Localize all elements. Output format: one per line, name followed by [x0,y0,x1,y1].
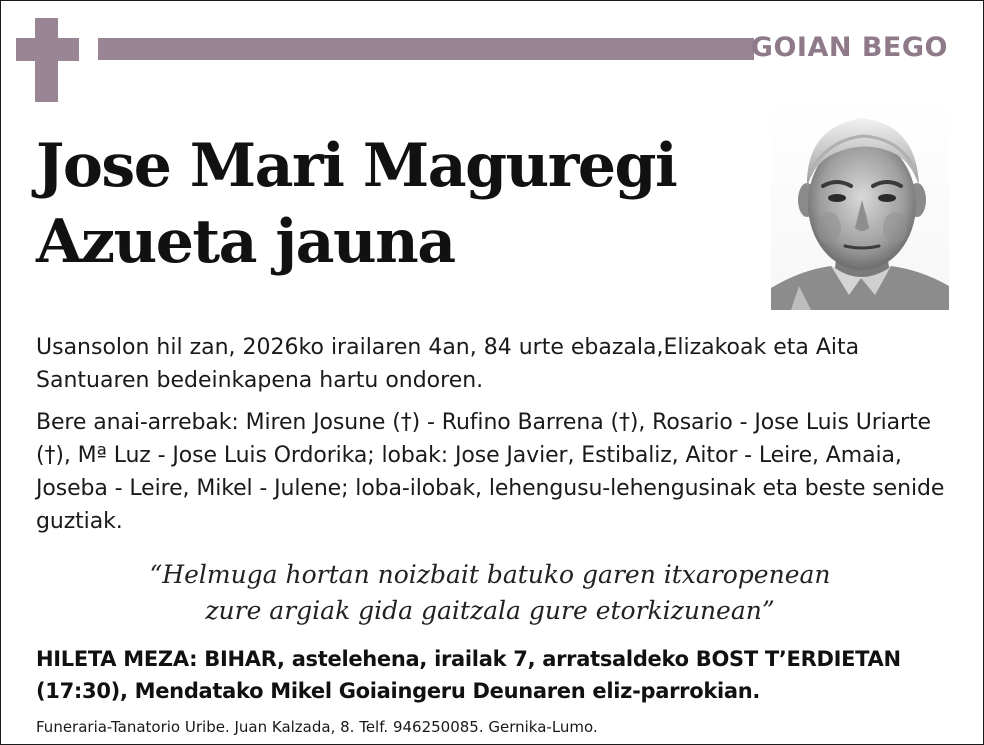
portrait-photo [771,100,949,310]
death-notice-paragraph: Usansolon hil zan, 2026ko irailaren 4an, 84 urte ebazala,Elizakoak eta Aita Santuaren bedeinkapena hartu ondoren. [36,335,860,393]
funeral-home-footer: Funeraria-Tanatorio Uribe. Juan Kalzada, 8. Telf. 946250085. Gernika-Lumo. [36,718,598,736]
mass-line-1: HILETA MEZA: BIHAR, astelehena, irailak 7, arratsaldeko BOST T’ERDIETAN [36,647,901,671]
quote-line-2: zure argiak gida gaitzala gure etorkizunean” [205,596,775,625]
cross-horizontal-bar [16,38,79,61]
header-band [98,38,754,60]
name-line-1: Jose Mari Maguregi [36,131,677,201]
funeral-mass-notice [36,643,966,707]
mass-line-2: (17:30), Mendatako Mikel Goiaingeru Deunaren eliz-parrokian. [36,679,761,703]
place-label: GOIAN BEGO [750,32,948,63]
name-line-2: Azueta jauna [36,207,455,277]
family-paragraph: Bere anai-arrebak: Miren Josune (†) - Rufino Barrena (†), Rosario - Jose Luis Uriarte (†), Mª Luz - Jose Luis Ordorika; lobak: Jose Javier, Estibaliz, Aitor - Leire, Amaia, Joseba - Leire, Mikel - Julene; loba-ilobak, lehengusu-lehengusinak eta beste senide guztiak. [36,410,945,534]
memorial-quote [90,557,890,629]
quote-line-1: “Helmuga hortan noizbait batuko garen itxaropenean [149,560,831,589]
deceased-name [36,128,756,280]
